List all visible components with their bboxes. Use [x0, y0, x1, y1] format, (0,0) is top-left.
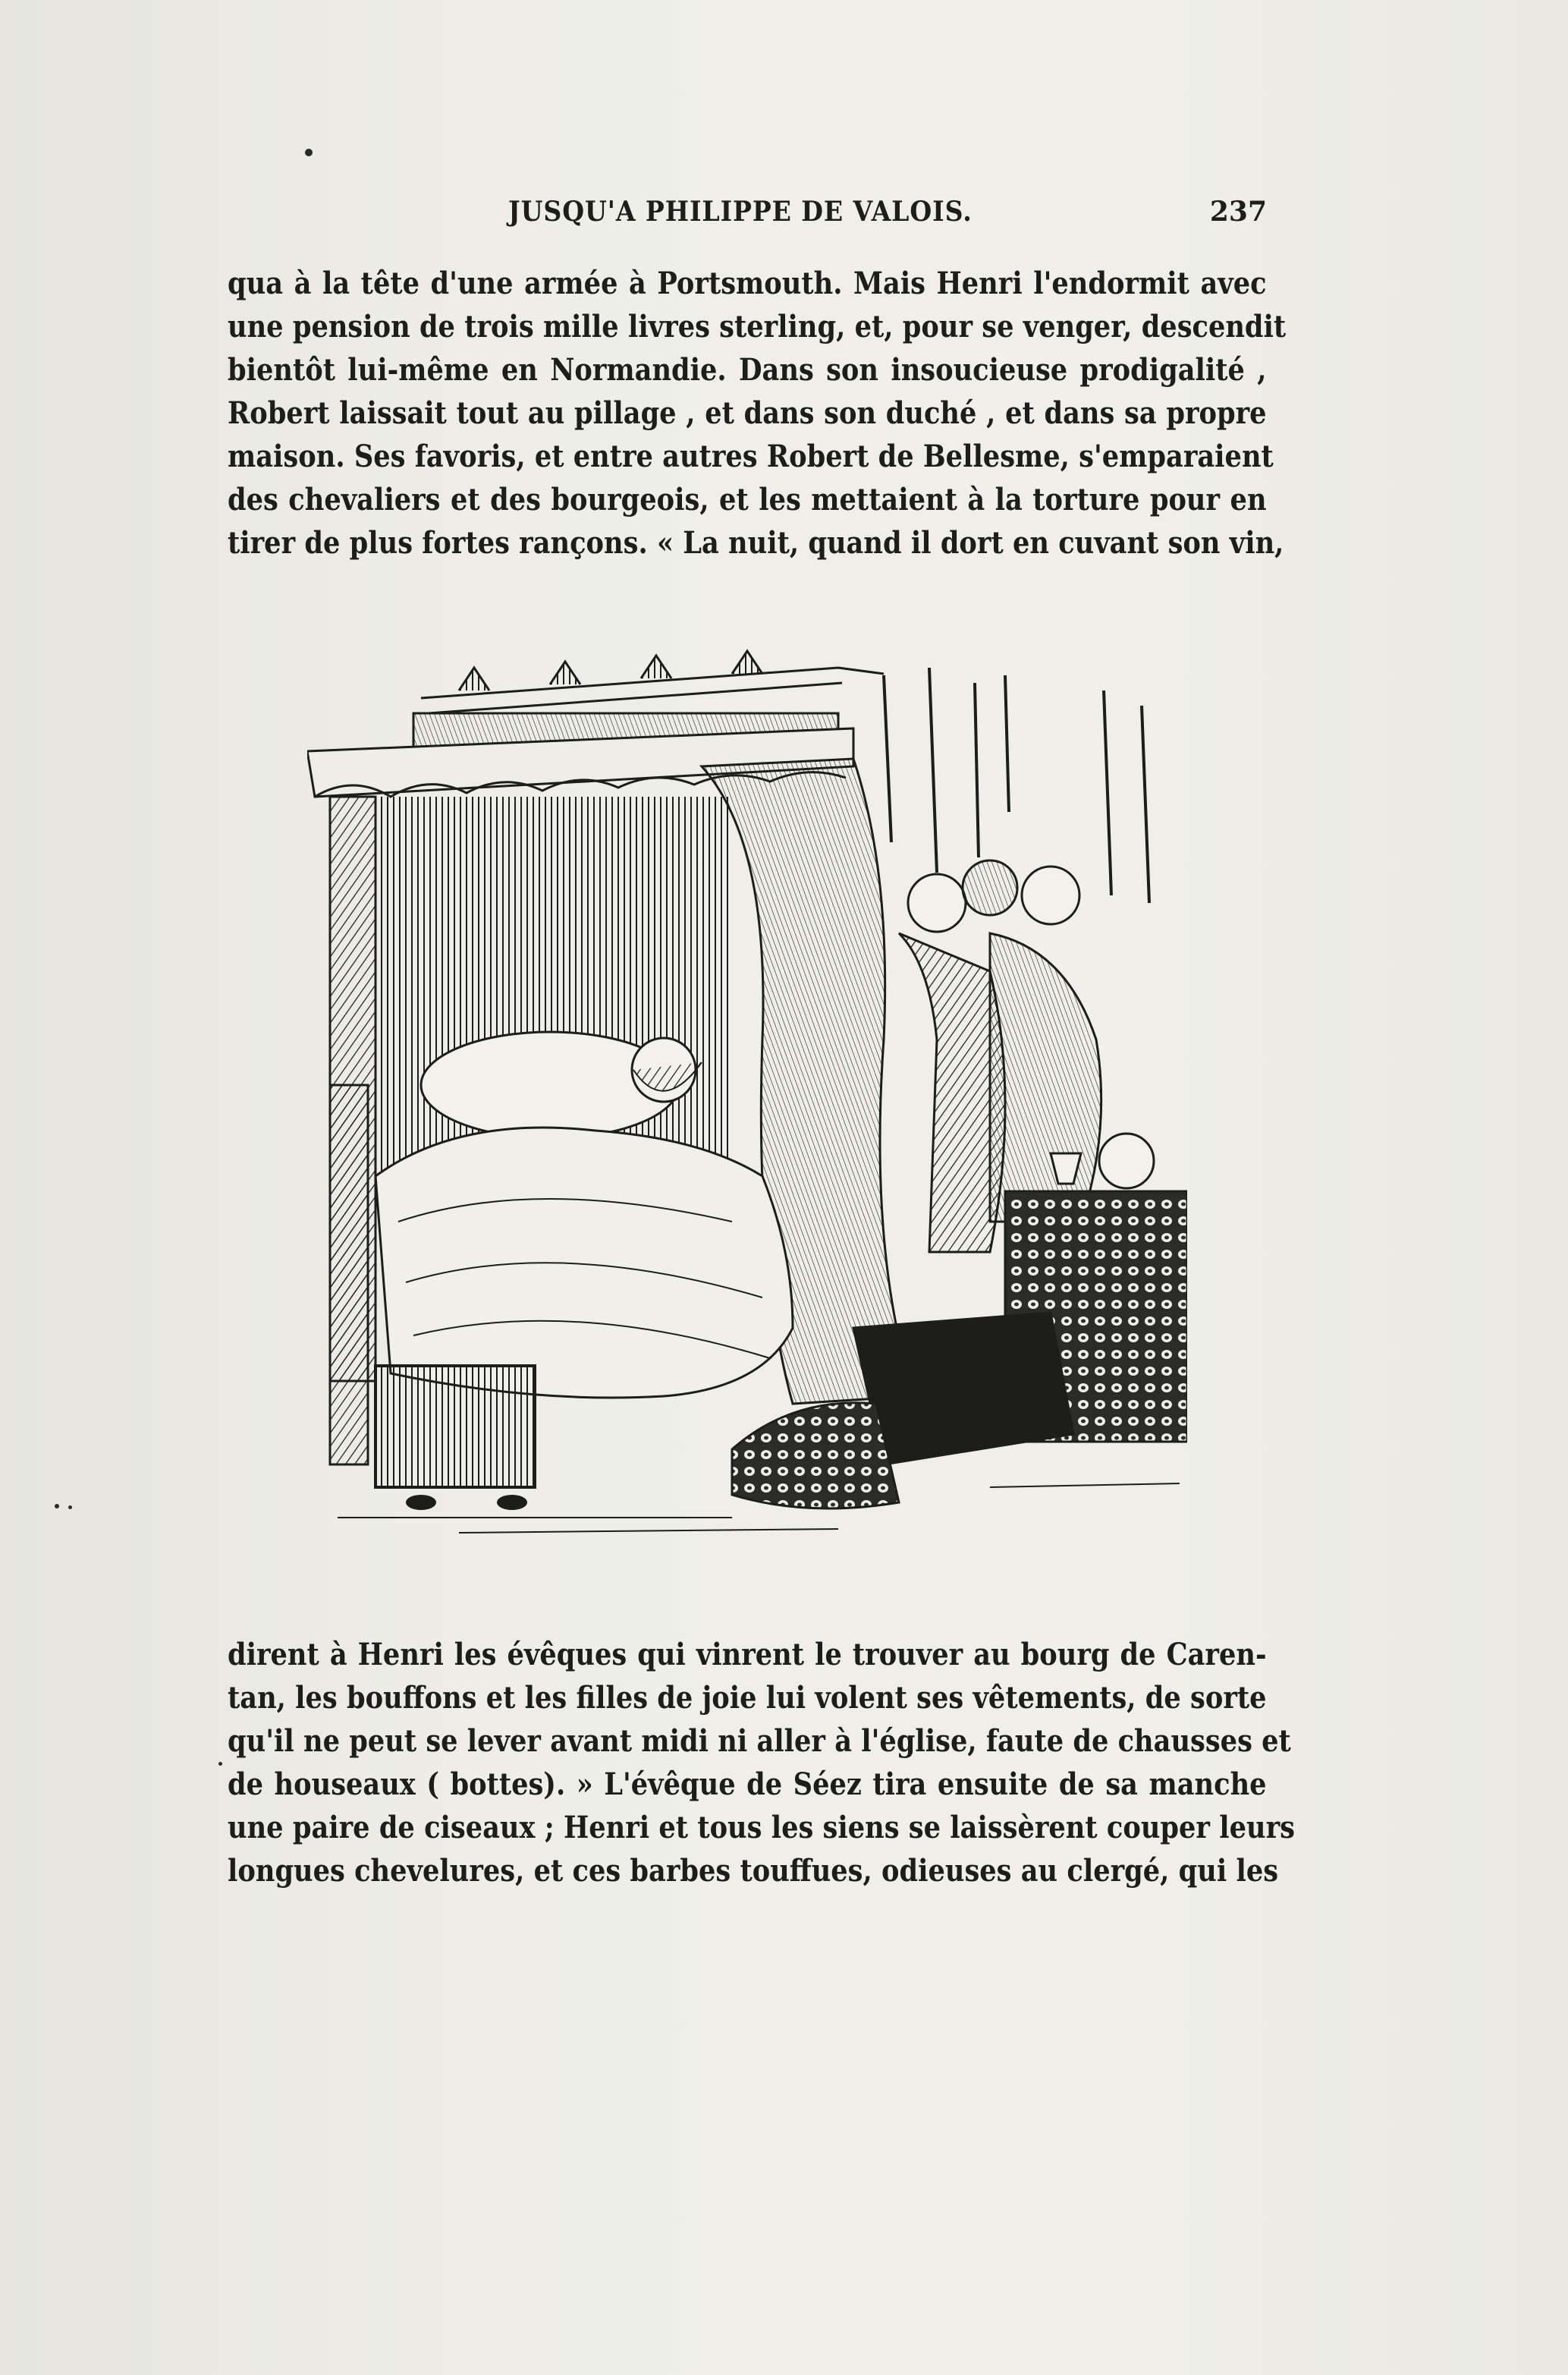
ink-speck [218, 1762, 222, 1766]
text-line: dirent à Henri les évêques qui vinrent le trouver au bourg de Caren- [228, 1637, 1267, 1672]
text-line: maison. Ses favoris, et entre autres Robert de Bellesme, s'emparaient [228, 439, 1274, 474]
engraving-illustration [307, 645, 1187, 1540]
flask [1099, 1134, 1154, 1188]
text-line: bientôt lui-même en Normandie. Dans son insoucieuse prodigalité , [228, 352, 1267, 388]
text-line: une pension de trois mille livres sterling, et, pour se venger, descendit [228, 309, 1287, 344]
text-line: des chevaliers et des bourgeois, et les mettaient à la torture pour en [228, 482, 1267, 517]
ink-speck [55, 1504, 59, 1508]
text-line: tirer de plus fortes rançons. « La nuit, quand il dort en cuvant son vin, [228, 525, 1284, 561]
text-line: longues chevelures, et ces barbes touffues, odieuses au clergé, qui les [228, 1853, 1279, 1889]
text-line: qu'il ne peut se lever avant midi ni aller à l'église, faute de chausses et [228, 1723, 1291, 1759]
text-line: Robert laissait tout au pillage , et dans son duché , et dans sa propre [228, 395, 1267, 431]
running-head [228, 196, 1267, 241]
bed-post [330, 1085, 368, 1464]
text-line: une paire de ciseaux ; Henri et tous les siens se laissèrent couper leurs [228, 1810, 1295, 1845]
wooden-chest [376, 1366, 535, 1487]
body-text-top [228, 262, 1287, 565]
ink-speck [305, 149, 313, 156]
ink-speck [68, 1505, 72, 1509]
text-line: de houseaux ( bottes). » L'évêque de Séez tira ensuite de sa manche [228, 1766, 1267, 1802]
body-text-bottom [228, 1633, 1295, 1892]
text-line: tan, les bouffons et les filles de joie lui volent ses vêtements, de sorte [228, 1680, 1267, 1716]
running-head-title: JUSQU'A PHILIPPE DE VALOIS. [508, 196, 973, 228]
page-number: 237 [1209, 196, 1267, 228]
bedclothes [376, 1128, 793, 1398]
text-line: qua à la tête d'une armée à Portsmouth. Mais Henri l'endormit avec [228, 266, 1267, 301]
